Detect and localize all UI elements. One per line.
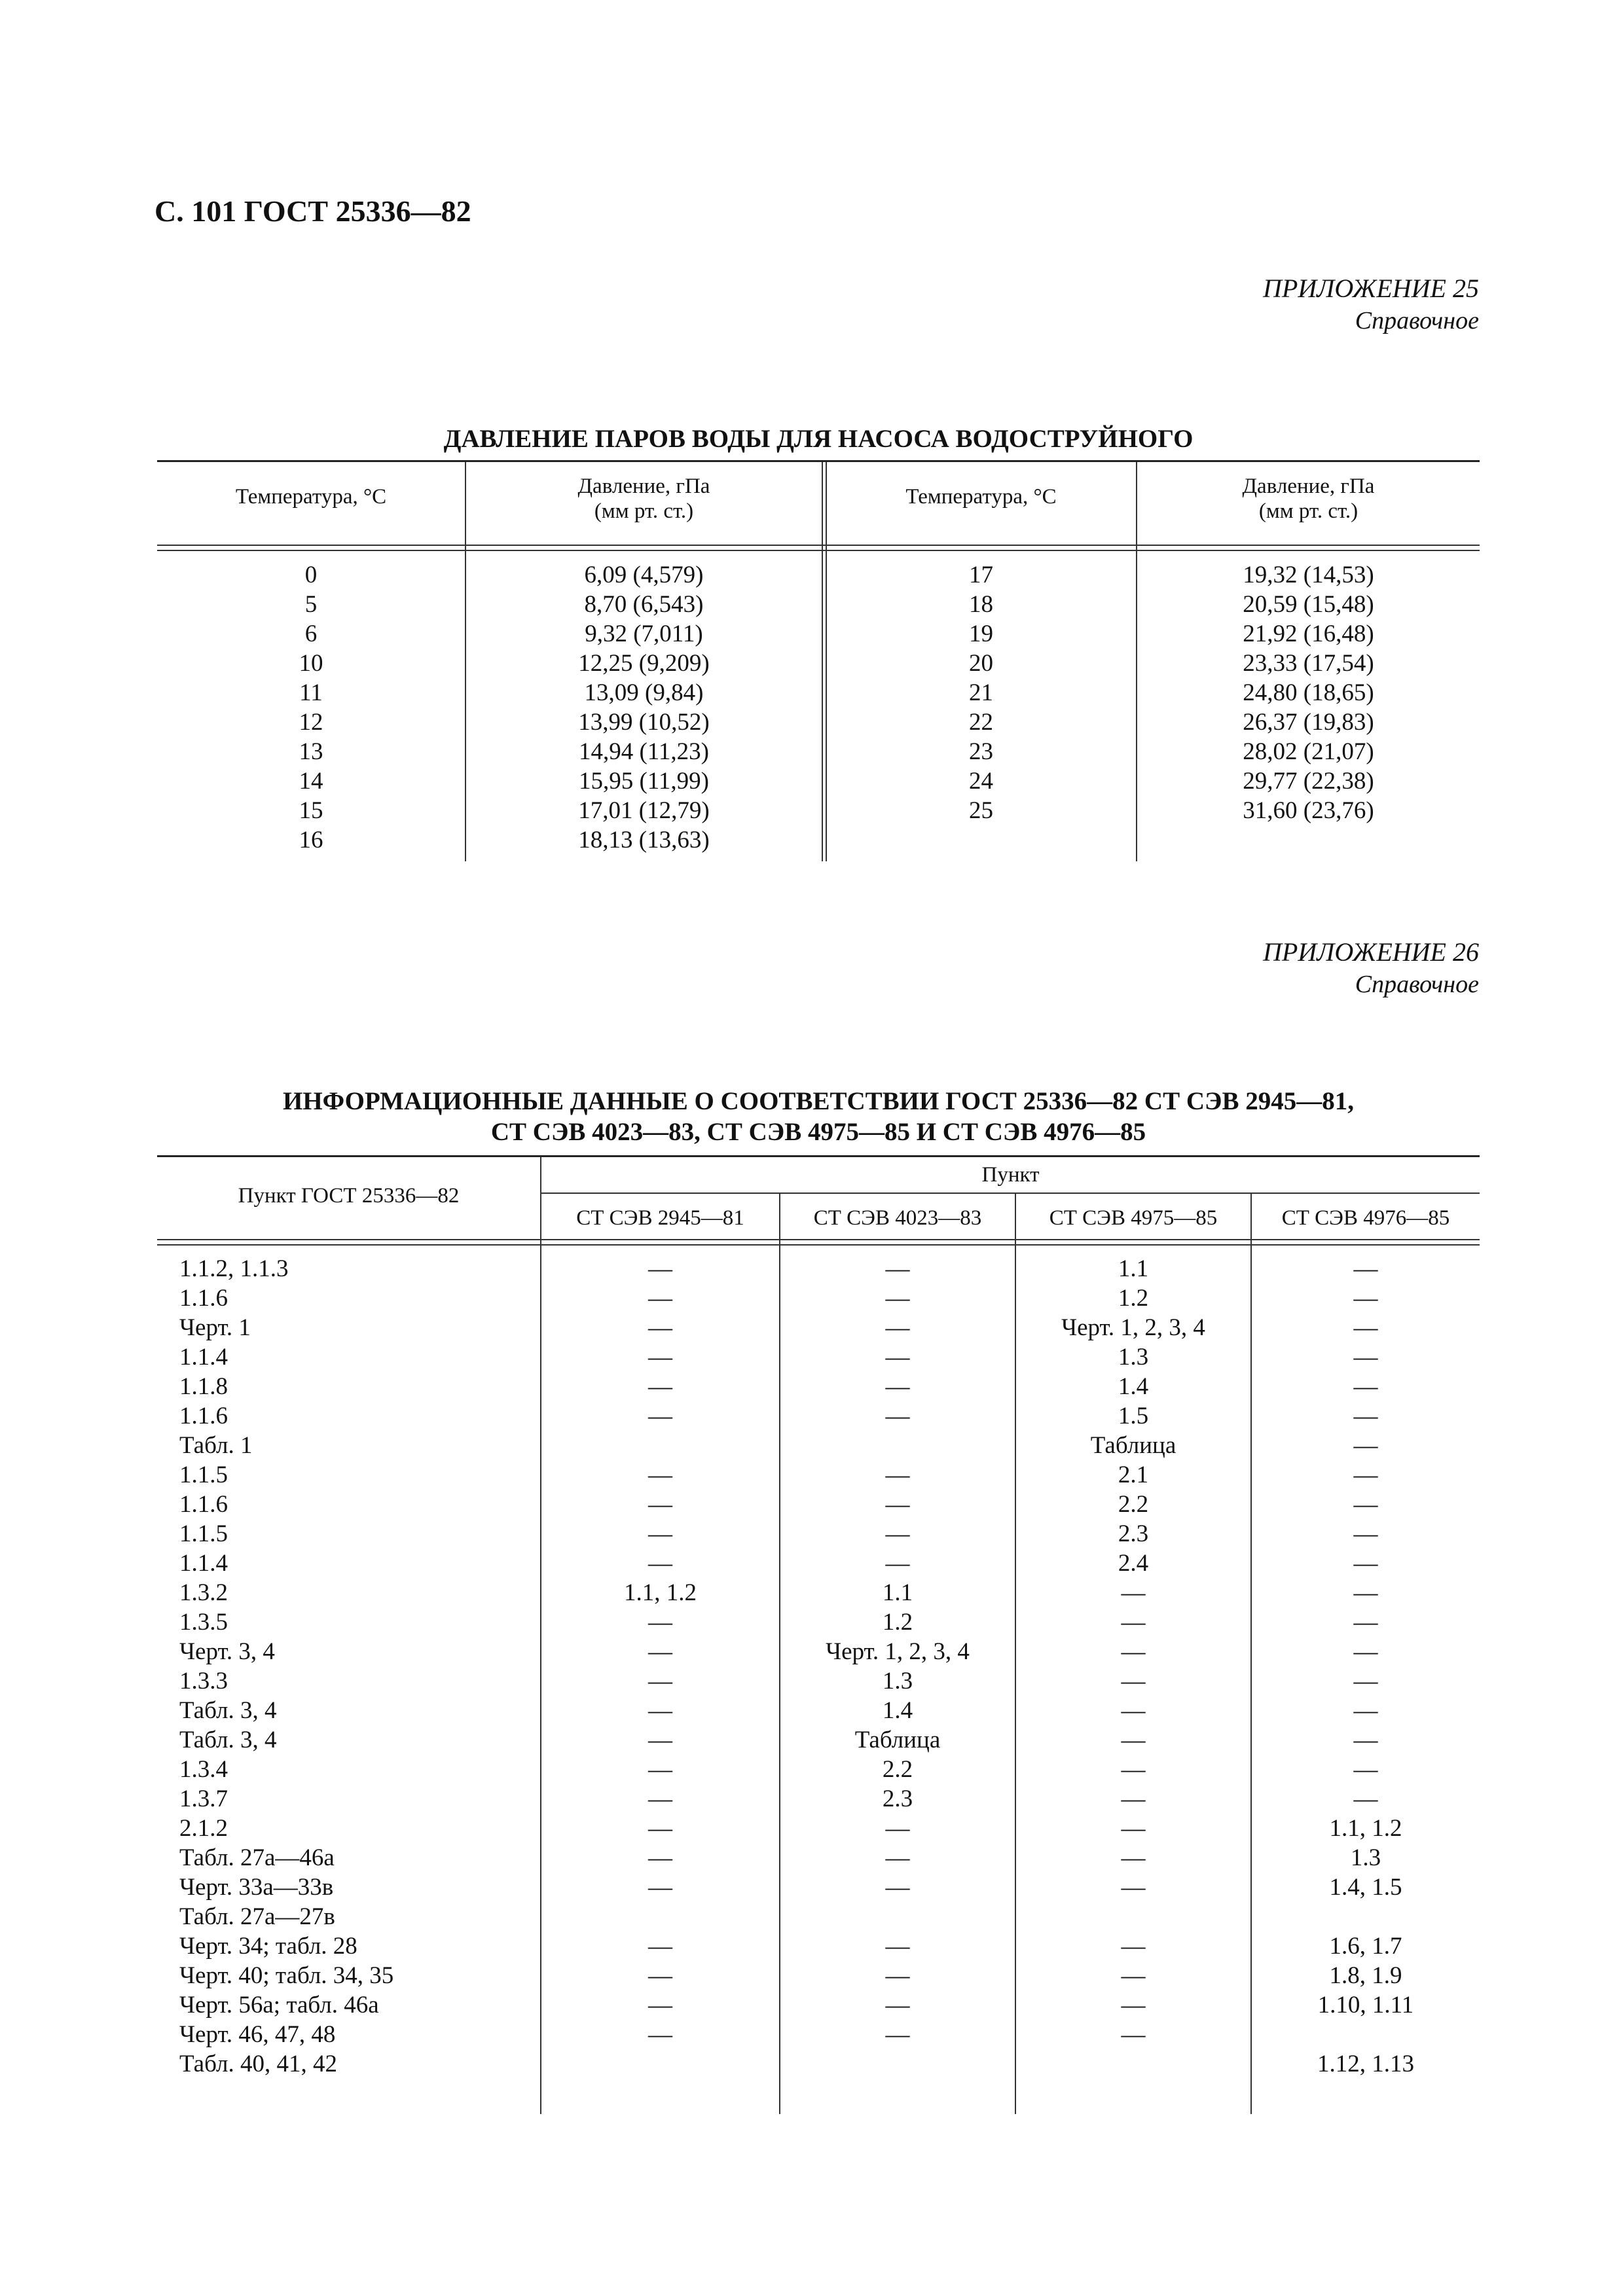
table1-column-pressure-2: 19,32 (14,53) 20,59 (15,48) 21,92 (16,48) 23,33 (17,54) 24,80 (18,65) 26,37 (19,83) 28,02 (21,07) 29,77 (22,38) 31,60 (23,76) — [1243, 562, 1374, 824]
appendix-25-title: ПРИЛОЖЕНИЕ 25 — [1263, 274, 1479, 303]
table2-header-gost-item: Пункт ГОСТ 25336—82 — [238, 1184, 460, 1208]
table1-header-temperature-2: Температура, °С — [905, 485, 1057, 509]
table2-header-st-sev-4976: СТ СЭВ 4976—85 — [1281, 1206, 1450, 1230]
table1-header-pressure-1-line1: Давление, гПа — [577, 475, 710, 498]
table2-title-line1: ИНФОРМАЦИОННЫЕ ДАННЫЕ О СООТВЕТСТВИИ ГОСТ 25336—82 СТ СЭВ 2945—81, — [283, 1087, 1354, 1115]
table2-header-st-sev-2945: СТ СЭВ 2945—81 — [576, 1206, 744, 1230]
table2-header-rule-2 — [157, 1244, 1480, 1246]
table2-column-st-sev-4976: — — — — — — — — — — — — — — — — — — — 1.1, 1.2 1.3 1.4, 1.5 1.6, 1.7 1.8, 1.9 1.10, 1.11 1.12, 1.13 — [1317, 1255, 1414, 2077]
table2-header-item: Пункт — [981, 1163, 1040, 1187]
table2-header-rule-1 — [157, 1239, 1480, 1240]
table1-column-temperature-2: 17 18 19 20 21 22 23 24 25 — [969, 562, 993, 824]
table1-column-temperature-1: 0 5 6 10 11 12 13 14 15 16 — [299, 562, 323, 853]
appendix-26-subtitle: Справочное — [1355, 971, 1479, 998]
appendix-25-heading — [1263, 272, 1479, 336]
table2-column-st-sev-4975: 1.1 1.2 Черт. 1, 2, 3, 4 1.3 1.4 1.5 Таблица 2.1 2.2 2.3 2.4 — — — — — — — — — — — — — — — — [1061, 1255, 1205, 2048]
table2-top-rule — [157, 1155, 1480, 1157]
table1-title: ДАВЛЕНИЕ ПАРОВ ВОДЫ ДЛЯ НАСОСА ВОДОСТРУЙНОГО — [443, 425, 1194, 453]
table1-header-pressure-2 — [1137, 474, 1480, 524]
table2-subheader-rule — [540, 1193, 1480, 1194]
table2-column-st-sev-2945: — — — — — — — — — — 1.1, 1.2 — — — — — — — — — — — — — — — [624, 1255, 697, 2048]
table2-column-st-sev-4023: — — — — — — — — — — 1.1 1.2 Черт. 1, 2, 3, 4 1.3 1.4 Таблица 2.2 2.3 — — — — — — — — [826, 1255, 970, 2048]
table2-column-gost-item: 1.1.2, 1.1.3 1.1.6 Черт. 1 1.1.4 1.1.8 1.1.6 Табл. 1 1.1.5 1.1.6 1.1.5 1.1.4 1.3.2 1.3.5 Черт. 3, 4 1.3.3 Табл. 3, 4 Табл. 3, 4 1.3.4 1.3.7 2.1.2 Табл. 27а—46а Черт. 33а—33в Табл. 27а—27в Черт. 34; табл. 28 Черт. 40; табл. 34, 35 Черт. 56а; табл. 46а Черт. 46, 47, 48 Табл. 40, 41, 42 — [179, 1255, 394, 2077]
table1-header-rule-2 — [157, 550, 1480, 551]
table1-header-rule-1 — [157, 545, 1480, 546]
appendix-25-subtitle: Справочное — [1355, 307, 1479, 334]
page-header: С. 101 ГОСТ 25336—82 — [155, 194, 471, 228]
table2-header-st-sev-4023: СТ СЭВ 4023—83 — [813, 1206, 982, 1230]
appendix-26-title: ПРИЛОЖЕНИЕ 26 — [1263, 937, 1479, 967]
table1-header-pressure-2-line1: Давление, гПа — [1242, 475, 1375, 498]
table1-header-temperature-1: Температура, °С — [235, 485, 387, 509]
table1-header-pressure-1 — [466, 474, 822, 524]
appendix-26-heading — [1263, 936, 1479, 1000]
table2-header-st-sev-4975: СТ СЭВ 4975—85 — [1049, 1206, 1218, 1230]
table1-top-rule — [157, 460, 1480, 462]
table1-header-pressure-1-line2: (мм рт. ст.) — [594, 499, 694, 523]
table2-title-line2: СТ СЭВ 4023—83, СТ СЭВ 4975—85 И СТ СЭВ 4976—85 — [490, 1118, 1146, 1146]
table1-column-pressure-1: 6,09 (4,579) 8,70 (6,543) 9,32 (7,011) 12,25 (9,209) 13,09 (9,84) 13,99 (10,52) 14,94 (11,23) 15,95 (11,99) 17,01 (12,79) 18,13 (13,63) — [578, 562, 710, 853]
table1-header-pressure-2-line2: (мм рт. ст.) — [1258, 499, 1359, 523]
